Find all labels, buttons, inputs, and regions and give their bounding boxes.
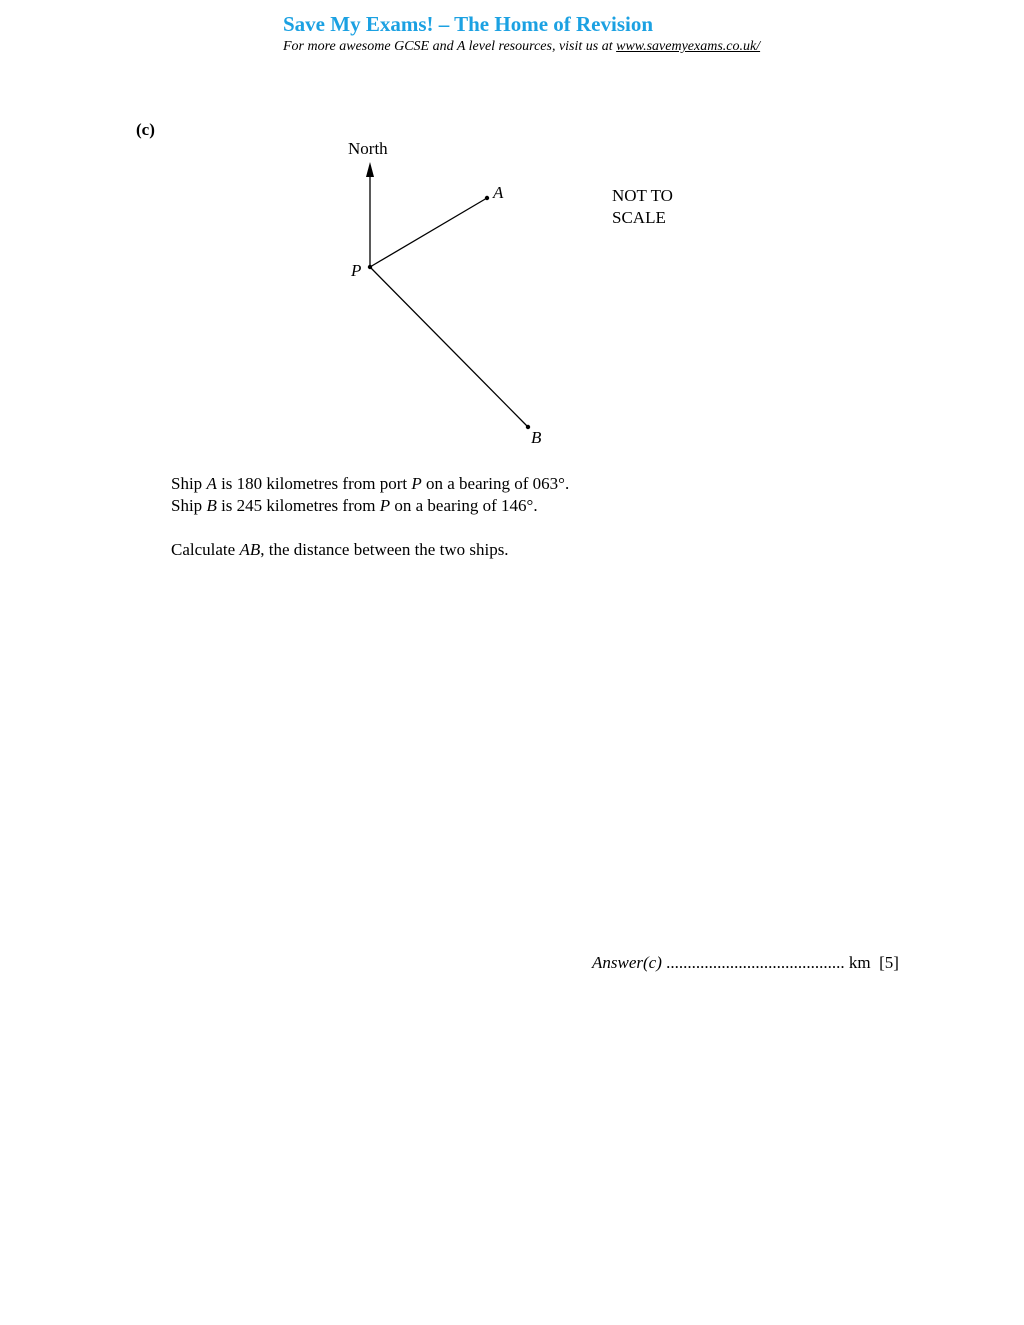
not-to-scale-line1: NOT TO xyxy=(612,186,673,205)
q1-text-3: on a bearing of 063°. xyxy=(421,474,570,493)
north-arrowhead xyxy=(366,162,374,177)
q2-text-1: Ship xyxy=(171,496,207,515)
question-instruction xyxy=(171,540,509,560)
q2-var-p: P xyxy=(379,496,391,515)
q2-text-2: is 245 kilometres from xyxy=(216,496,380,515)
point-p-dot xyxy=(368,265,372,269)
line-pa xyxy=(370,198,487,267)
answer-line xyxy=(592,953,899,973)
q3-text-2: , the distance between the two ships. xyxy=(260,540,509,559)
q3-text-1: Calculate xyxy=(171,540,240,559)
q2-text-3: on a bearing of 146°. xyxy=(390,496,538,515)
question-line-ship-b xyxy=(171,496,538,516)
point-a-dot xyxy=(485,196,489,200)
point-p-label: P xyxy=(351,261,362,280)
point-b-dot xyxy=(526,425,530,429)
question-line-ship-a xyxy=(171,474,569,494)
point-b-label: B xyxy=(531,428,542,447)
q3-var-ab: AB xyxy=(239,540,261,559)
answer-blank[interactable]: .......................................... xyxy=(661,953,849,972)
q1-var-a: A xyxy=(206,474,217,493)
point-a-label: A xyxy=(493,183,504,202)
q2-var-b: B xyxy=(206,496,217,515)
header-title: Save My Exams! – The Home of Revision xyxy=(283,12,654,36)
line-pb xyxy=(370,267,528,427)
q1-text-1: Ship xyxy=(171,474,207,493)
north-label: North xyxy=(348,139,388,158)
part-label: (c) xyxy=(136,120,155,139)
answer-unit: km xyxy=(848,953,871,972)
answer-marks: [5] xyxy=(879,953,899,972)
not-to-scale-note xyxy=(612,185,673,229)
not-to-scale-line2: SCALE xyxy=(612,208,666,227)
answer-label: Answer(c) xyxy=(592,953,662,972)
header-url-link[interactable]: www.savemyexams.co.uk/ xyxy=(616,39,761,54)
bearing-diagram xyxy=(0,0,1024,470)
header-subtitle-text: For more awesome GCSE and A level resources, visit us at xyxy=(283,39,617,54)
q1-var-p: P xyxy=(411,474,422,493)
q1-text-2: is 180 kilometres from port xyxy=(216,474,412,493)
